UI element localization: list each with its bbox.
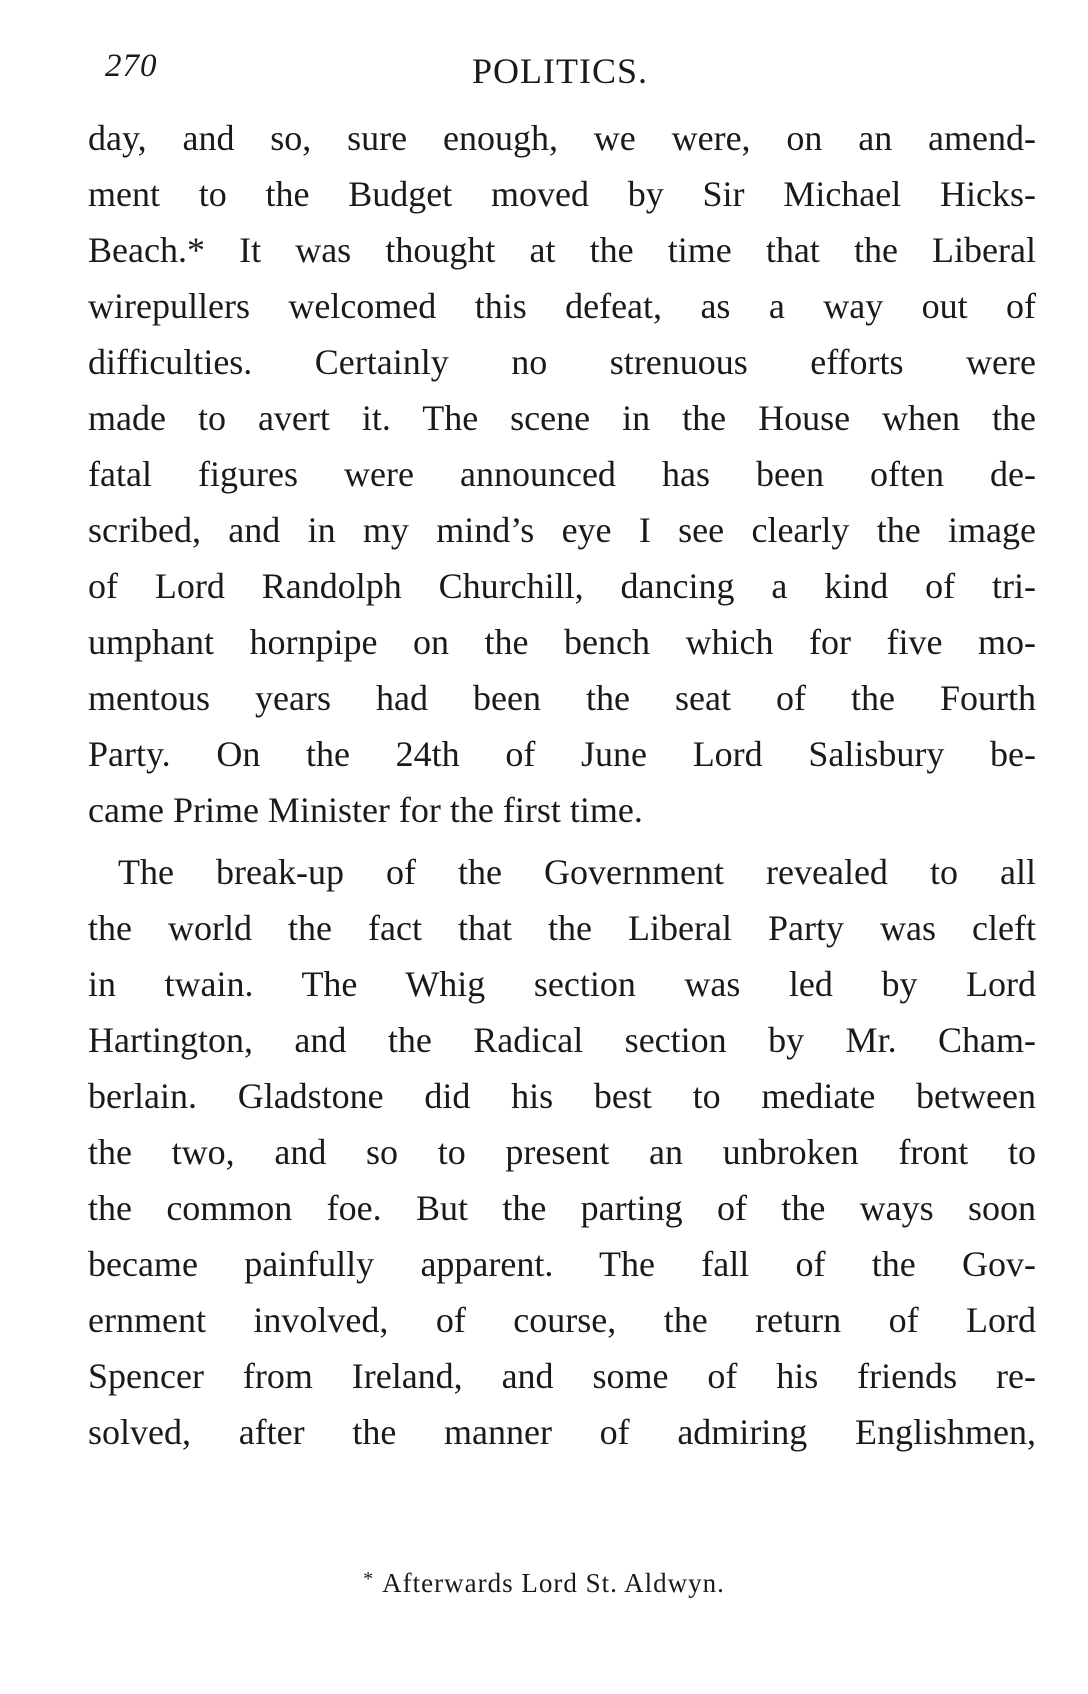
page-number: 270 — [105, 48, 158, 84]
text-line: difficulties. Certainly no strenuous efforts were — [88, 342, 1036, 382]
text-line: made to avert it. The scene in the House when the — [88, 398, 1036, 438]
footnote — [0, 1568, 1088, 1599]
text-line: umphant hornpipe on the bench which for five mo- — [88, 622, 1036, 662]
text-line: the two, and so to present an unbroken front to — [88, 1132, 1036, 1172]
text-line: of Lord Randolph Churchill, dancing a kind of tri- — [88, 566, 1036, 606]
text-line: in twain. The Whig section was led by Lord — [88, 964, 1036, 1004]
text-line: came Prime Minister for the first time. — [88, 790, 643, 830]
text-line: solved, after the manner of admiring Englishmen, — [88, 1412, 1036, 1452]
text-line: Beach.* It was thought at the time that the Liberal — [88, 230, 1036, 270]
text-line: the common foe. But the parting of the ways soon — [88, 1188, 1036, 1228]
text-line: The break-up of the Government revealed to all — [118, 852, 1036, 892]
text-line: wirepullers welcomed this defeat, as a way out of — [88, 286, 1036, 326]
body-text — [88, 110, 1036, 1460]
footnote-text: Afterwards Lord St. Aldwyn. — [382, 1568, 725, 1598]
text-line: became painfully apparent. The fall of the Gov- — [88, 1244, 1036, 1284]
text-line: ernment involved, of course, the return of Lord — [88, 1300, 1036, 1340]
paragraph-2 — [88, 844, 1036, 1460]
text-line: ment to the Budget moved by Sir Michael Hicks- — [88, 174, 1036, 214]
text-line: day, and so, sure enough, we were, on an amend- — [88, 118, 1036, 158]
running-head: POLITICS. — [471, 51, 648, 91]
text-line: fatal figures were announced has been often de- — [88, 454, 1036, 494]
text-line: the world the fact that the Liberal Party was cleft — [88, 908, 1036, 948]
text-line: scribed, and in my mind’s eye I see clearly the image — [88, 510, 1036, 550]
paragraph-1 — [88, 110, 1036, 838]
text-line: berlain. Gladstone did his best to mediate between — [88, 1076, 1036, 1116]
text-line: Party. On the 24th of June Lord Salisbury be- — [88, 734, 1036, 774]
text-line: Hartington, and the Radical section by Mr. Cham- — [88, 1020, 1036, 1060]
text-line: Spencer from Ireland, and some of his friends re- — [88, 1356, 1036, 1396]
page-header — [100, 48, 1020, 98]
text-line: mentous years had been the seat of the Fourth — [88, 678, 1036, 718]
footnote-mark: * — [363, 1568, 375, 1590]
